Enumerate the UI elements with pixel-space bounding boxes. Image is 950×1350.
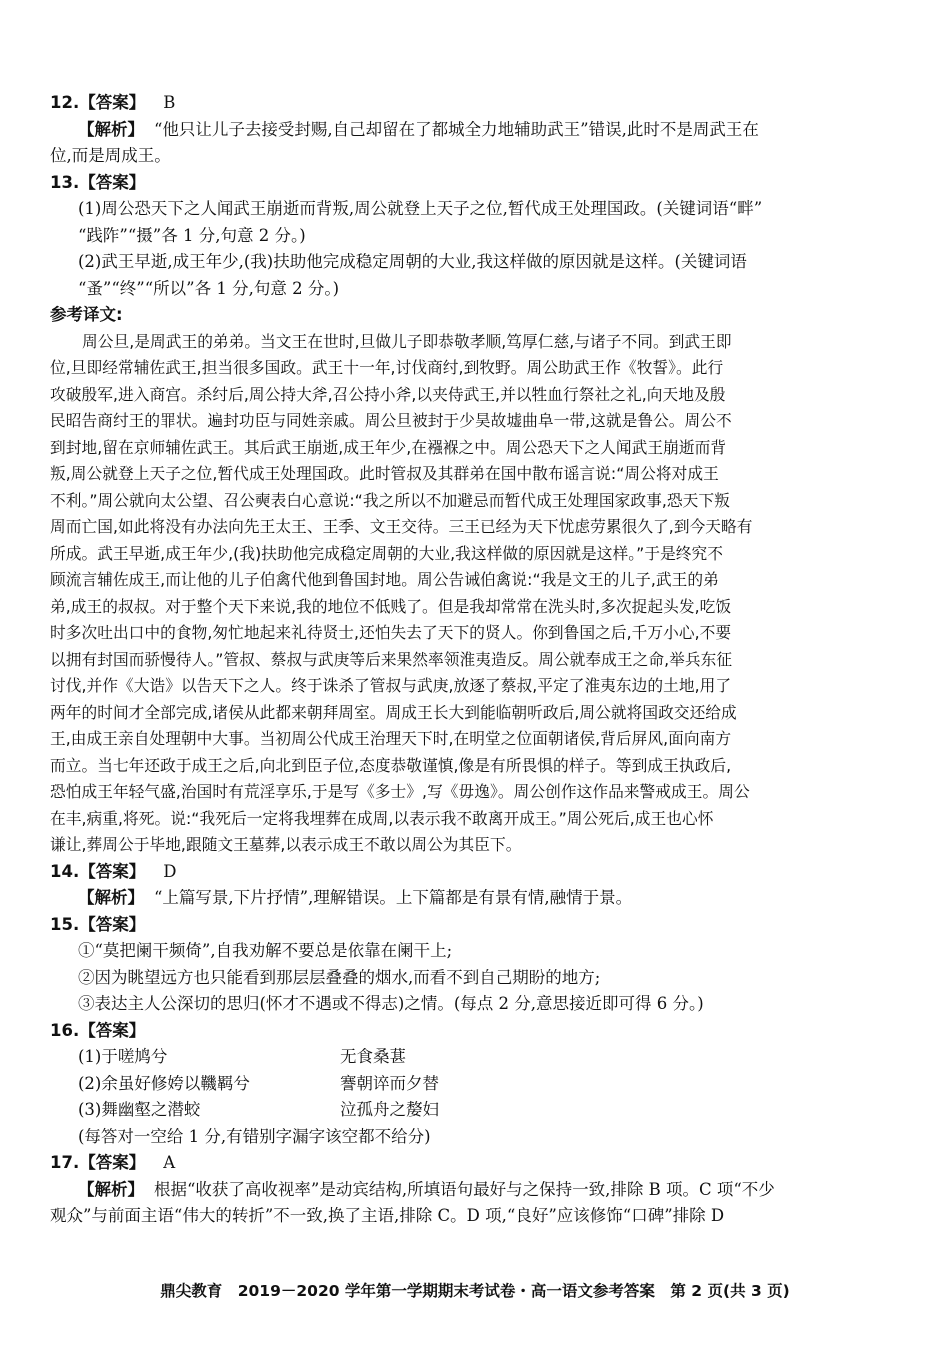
question-15-heading: 15.【答案】 (50, 914, 146, 934)
translation-line: 不利。”周公就向太公望、召公奭表白心意说:“我之所以不加避忌而暂代成王处理国家政事,恐天下叛 (50, 490, 730, 510)
analysis-text: “上篇写景,下片抒情”,理解错误。上下篇都是有景有情,融情于景。 (154, 888, 633, 907)
question-16-blank-a: (2)余虽好修姱以鞿羁兮 (78, 1073, 250, 1093)
question-16-blank-a: (3)舞幽壑之潜蛟 (78, 1100, 201, 1119)
question-13-heading: 13.【答案】 (50, 172, 146, 192)
question-16-blank-b: 泣孤舟之嫠妇 (340, 1100, 439, 1119)
translation-line: 而立。当七年还政于成王之后,向北到臣子位,态度恭敬谨慎,像是有所畏惧的样子。等到成王执政后, (50, 755, 732, 775)
question-12-analysis-line-1 (50, 117, 900, 144)
translation-line: 以拥有封国而骄慢待人。”管叔、蔡叔与武庚等后来果然率领淮夷造反。周公就奉成王之命,举兵东征 (50, 649, 733, 669)
translation-line: 民昭告商纣王的罪状。遍封功臣与同姓亲戚。周公旦被封于少昊故墟曲阜一带,这就是鲁公。周公不 (50, 411, 732, 430)
translation-line: 所成。武王早逝,成王年少,(我)扶助他完成稳定周朝的大业,我这样做的原因就是这样。”于是终究不 (50, 543, 724, 563)
translation-body (50, 329, 900, 859)
question-14-analysis-line-1 (50, 885, 900, 912)
analysis-text: “他只让儿子去接受封赐,自己却留在了都城全力地辅助武王”错误,此时不是周武王在 (154, 119, 759, 139)
question-12-label: 12.【答案】 (50, 93, 146, 112)
question-16-blank-b: 无食桑葚 (340, 1047, 406, 1066)
translation-line: 叛,周公就登上天子之位,暂代成王处理国政。此时管叔及其群弟在国中散布谣言说:“周公将对成王 (50, 464, 719, 483)
translation-line: 顾流言辅佐成王,而让他的儿子伯禽代他到鲁国封地。周公告诫伯禽说:“我是文王的儿子,武王的弟 (50, 570, 719, 589)
translation-title: 参考译文: (50, 305, 123, 324)
question-16-row-1 (50, 1044, 900, 1071)
question-12-analysis-line-2: 位,而是周成王。 (50, 146, 171, 165)
analysis-label: 【解析】 (78, 888, 144, 907)
page-content (50, 90, 900, 1230)
question-14-answer: D (163, 861, 177, 881)
question-14-label: 14.【答案】 (50, 861, 146, 881)
question-17-analysis-line-2: 观众”与前面主语“伟大的转折”不一致,换了主语,排除 C。D 项,“良好”应该修饰“口碑”排除 D (50, 1206, 725, 1225)
translation-line: 两年的时间才全部完成,诸侯从此都来朝拜周室。周成王长大到能临朝听政后,周公就将国政交还给成 (50, 702, 737, 722)
translation-line: 到封地,留在京师辅佐武王。其后武王崩逝,成王年少,在襁褓之中。周公恐天下之人闻武王崩逝而背 (50, 437, 727, 457)
question-13-line-1: (1)周公恐天下之人闻武王崩逝而背叛,周公就登上天子之位,暂代成王处理国政。(关键词语“畔” (78, 199, 763, 218)
question-15-line-2: ②因为眺望远方也只能看到那层层叠叠的烟水,而看不到自己期盼的地方; (78, 967, 601, 987)
analysis-label: 【解析】 (78, 1179, 144, 1199)
question-15-line-3: ③表达主人公深切的思归(怀才不遇或不得志)之情。(每点 2 分,意思接近即可得 6 分。) (78, 994, 704, 1013)
translation-line: 讨伐,并作《大诰》以告天下之人。终于诛杀了管叔与武庚,放逐了蔡叔,平定了淮夷东边的土地,用了 (50, 676, 732, 695)
question-16-row-2 (50, 1071, 900, 1098)
question-17-answer: A (163, 1153, 176, 1172)
question-16-note: (每答对一空给 1 分,有错别字漏字该空都不给分) (78, 1126, 431, 1146)
translation-line: 恐怕成王年轻气盛,治国时有荒淫享乐,于是写《多士》,写《毋逸》。周公创作这作品来警戒成王。周公 (50, 782, 750, 801)
question-17-label: 17.【答案】 (50, 1153, 146, 1172)
translation-line: 攻破殷军,进入商宫。杀纣后,周公持大斧,召公持小斧,以夹侍武王,并以牲血行祭社之礼,向天地及殷 (50, 384, 726, 404)
translation-line: 周而亡国,如此将没有办法向先王太王、王季、文王交待。三王已经为天下忧虑劳累很久了,到今天略有 (50, 517, 753, 536)
question-15-line-1: ①“莫把阑干频倚”,自我劝解不要总是依靠在阑干上; (78, 941, 453, 960)
question-12-heading (50, 90, 900, 117)
question-16-blank-a: (1)于嗟鸠兮 (78, 1047, 168, 1066)
question-12-answer: B (163, 93, 176, 112)
question-13-line-2: “践阼”“摄”各 1 分,句意 2 分。) (78, 225, 306, 245)
page-footer: 鼎尖教育 2019－2020 学年第一学期期末考试卷・高一语文参考答案 第 2 页(共 3 页) (160, 1282, 790, 1300)
analysis-text: 根据“收获了高收视率”是动宾结构,所填语句最好与之保持一致,排除 B 项。C 项“不少 (154, 1179, 775, 1199)
question-16-blank-b: 謇朝谇而夕替 (340, 1073, 439, 1093)
analysis-label: 【解析】 (78, 119, 144, 139)
translation-line: 在丰,病重,将死。说:“我死后一定将我埋葬在成周,以表示我不敢离开成王。”周公死后,成王也心怀 (50, 808, 714, 828)
translation-line: 时多次吐出口中的食物,匆忙地起来礼待贤士,还怕失去了天下的贤人。你到鲁国之后,千万小心,不要 (50, 623, 732, 642)
translation-line: 周公旦,是周武王的弟弟。当文王在世时,旦做儿子即恭敬孝顺,笃厚仁慈,与诸子不同。到武王即 (82, 331, 732, 351)
question-16-heading: 16.【答案】 (50, 1020, 146, 1040)
translation-line: 位,旦即经常辅佐武王,担当很多国政。武王十一年,讨伐商纣,到牧野。周公助武王作《牧誓》。此行 (50, 358, 724, 377)
translation-line: 谦让,葬周公于毕地,跟随文王墓葬,以表示成王不敢以周公为其臣下。 (50, 835, 522, 854)
question-17-analysis-line-1 (50, 1177, 900, 1204)
question-13-line-3: (2)武王早逝,成王年少,(我)扶助他完成稳定周朝的大业,我这样做的原因就是这样。(关键词语 (78, 252, 747, 271)
question-17-heading (50, 1150, 900, 1177)
question-13-line-4: “蚤”“终”“所以”各 1 分,句意 2 分。) (78, 278, 340, 298)
question-16-row-3 (50, 1097, 900, 1124)
translation-line: 王,由成王亲自处理朝中大事。当初周公代成王治理天下时,在明堂之位面朝诸侯,背后屏风,面向南方 (50, 729, 732, 748)
question-14-heading (50, 859, 900, 886)
translation-line: 弟,成王的叔叔。对于整个天下来说,我的地位不低贱了。但是我却常常在洗头时,多次捉起头发,吃饭 (50, 596, 732, 616)
